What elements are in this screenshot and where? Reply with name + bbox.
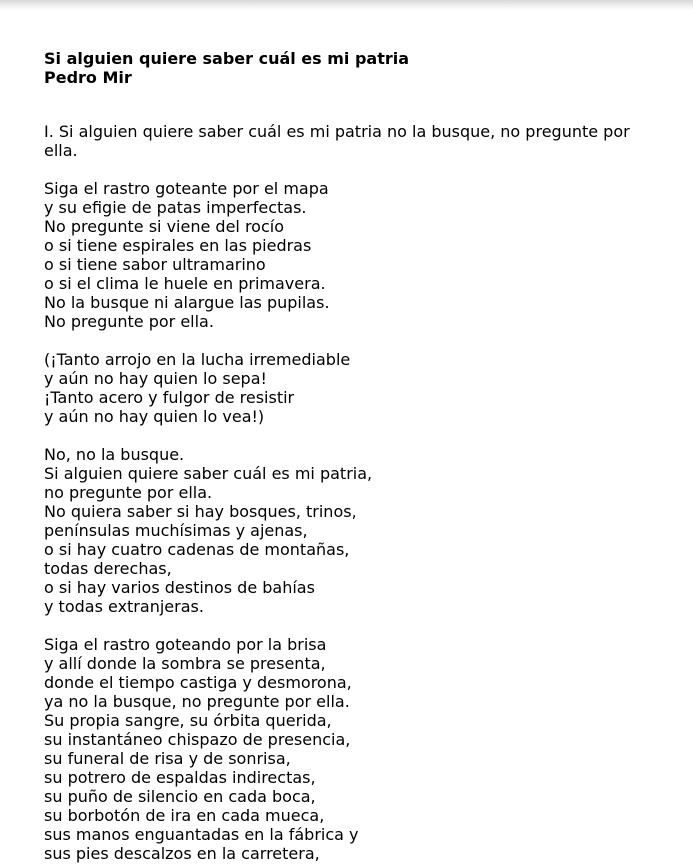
poem-line: Siga el rastro goteante por el mapa: [44, 179, 329, 198]
poem-body: [44, 179, 684, 863]
poem-line: No la busque ni alargue las pupilas.: [44, 293, 330, 312]
intro-paragraph: [44, 122, 684, 160]
poem-line: o si tiene espirales en las piedras: [44, 236, 312, 255]
poem-line: No pregunte si viene del rocío: [44, 217, 284, 236]
poem-line: y aún no hay quien lo sepa!: [44, 369, 267, 388]
stanza: [44, 635, 684, 863]
poem-line: penínsulas muchísimas y ajenas,: [44, 521, 308, 540]
poem-line: su borbotón de ira en cada mueca,: [44, 806, 325, 825]
poem-line: o si hay cuatro cadenas de montañas,: [44, 540, 350, 559]
poem-line: su funeral de risa y de sonrisa,: [44, 749, 291, 768]
poem-line: ¡Tanto acero y fulgor de resistir: [44, 388, 295, 407]
poem-line: sus pies descalzos en la carretera,: [44, 844, 320, 863]
poem-line: Si alguien quiere saber cuál es mi patria,: [44, 464, 373, 483]
poem-line: no pregunte por ella.: [44, 483, 213, 502]
poem-line: No pregunte por ella.: [44, 312, 214, 331]
poem-line: ya no la busque, no pregunte por ella.: [44, 692, 350, 711]
poem-line: y aún no hay quien lo vea!): [44, 407, 265, 426]
document-page: [44, 49, 684, 863]
intro-line: ella.: [44, 141, 78, 160]
poem-line: donde el tiempo castiga y desmorona,: [44, 673, 352, 692]
poem-line: No, no la busque.: [44, 445, 185, 464]
poem-line: sus manos enguantadas en la fábrica y: [44, 825, 359, 844]
intro-line: I. Si alguien quiere saber cuál es mi patria no la busque, no pregunte por: [44, 122, 630, 141]
stanza: [44, 350, 684, 426]
poem-line: y su efigie de patas imperfectas.: [44, 198, 307, 217]
poem-line: su puño de silencio en cada boca,: [44, 787, 316, 806]
stanza: [44, 179, 684, 331]
poem-line: o si tiene sabor ultramarino: [44, 255, 266, 274]
poem-line: y allí donde la sombra se presenta,: [44, 654, 326, 673]
poem-line: y todas extranjeras.: [44, 597, 204, 616]
poem-line: Siga el rastro goteando por la brisa: [44, 635, 327, 654]
poem-line: Su propia sangre, su órbita querida,: [44, 711, 332, 730]
stanza: [44, 445, 684, 616]
poem-line: su potrero de espaldas indirectas,: [44, 768, 316, 787]
poem-line: o si hay varios destinos de bahías: [44, 578, 315, 597]
poem-line: su instantáneo chispazo de presencia,: [44, 730, 351, 749]
poem-line: (¡Tanto arrojo en la lucha irremediable: [44, 350, 351, 369]
viewer-top-edge: [0, 0, 693, 10]
poem-title: Si alguien quiere saber cuál es mi patria: [44, 49, 410, 68]
poem-author: Pedro Mir: [44, 68, 132, 87]
poem-line: No quiera saber si hay bosques, trinos,: [44, 502, 357, 521]
poem-line: todas derechas,: [44, 559, 172, 578]
poem-line: o si el clima le huele en primavera.: [44, 274, 326, 293]
